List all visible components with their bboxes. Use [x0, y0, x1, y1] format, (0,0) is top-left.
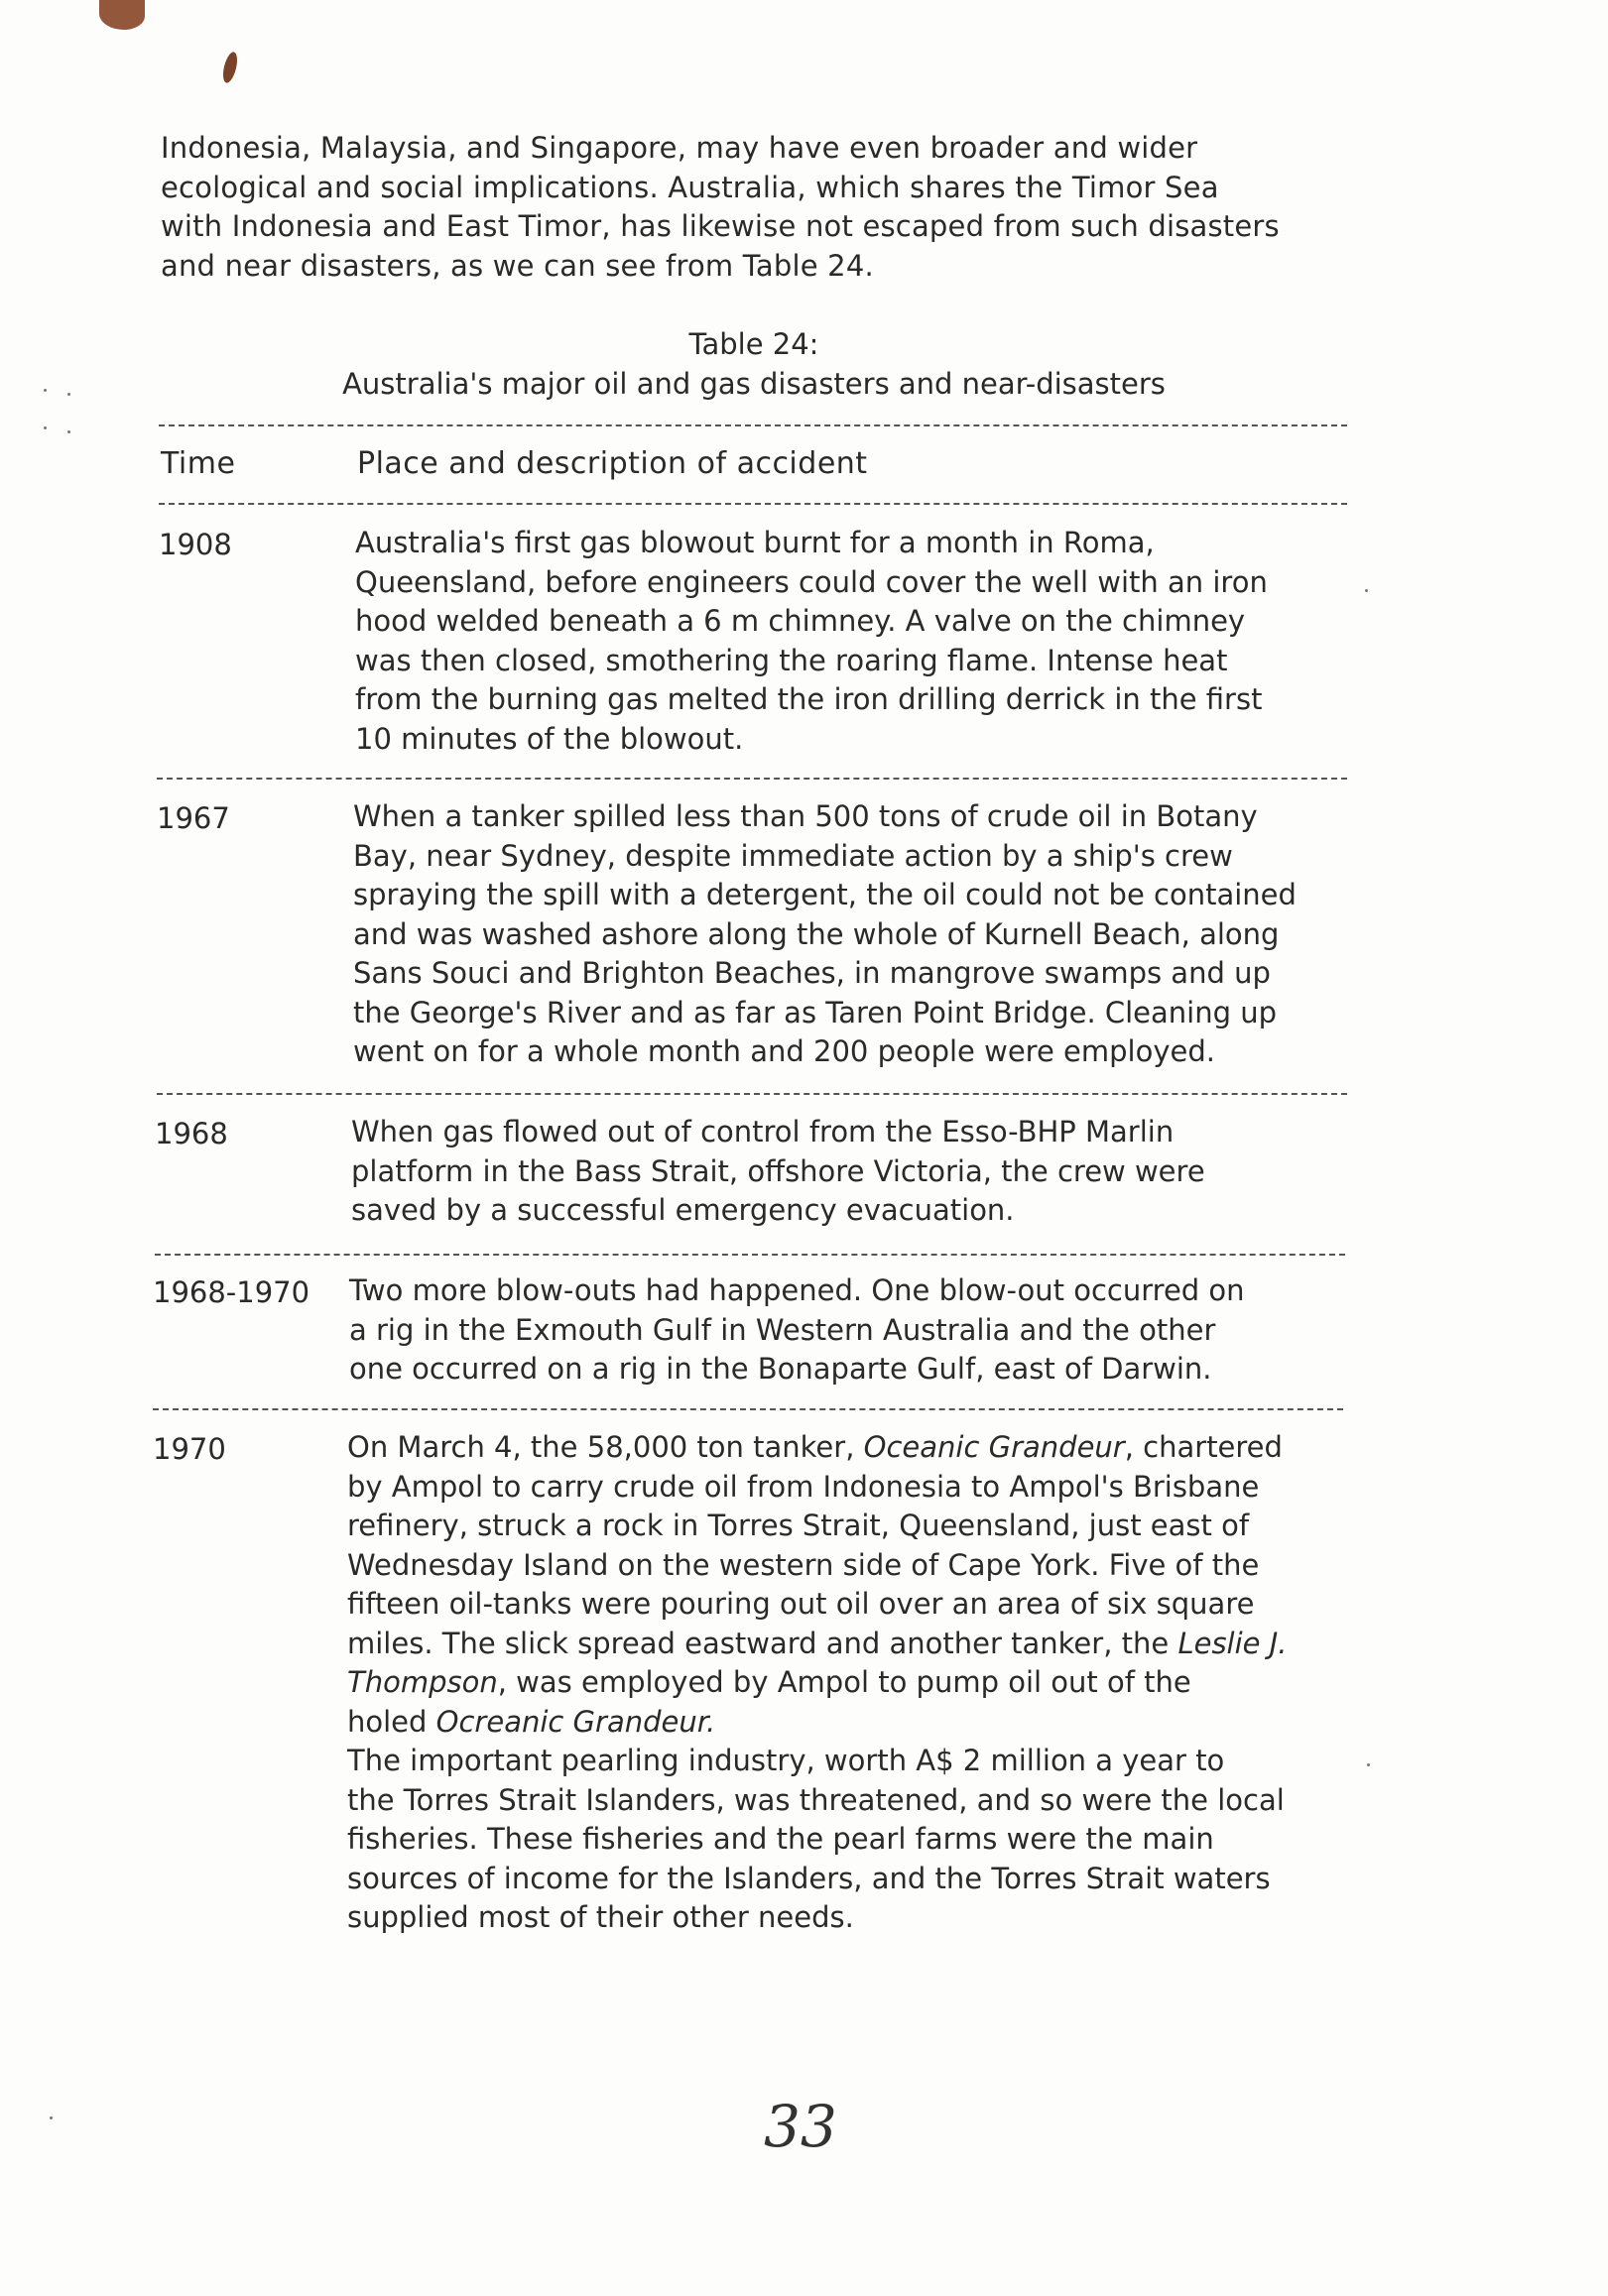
text-run: miles. The slick spread eastward and another tanker, the: [347, 1626, 1178, 1660]
row-time: 1968: [155, 1117, 228, 1150]
ship-name: Oceanic Grandeur: [863, 1430, 1125, 1464]
row-time: 1908: [159, 528, 232, 561]
ink-stain: [220, 51, 239, 84]
row-description: [347, 1428, 1538, 1938]
description-line: [347, 1428, 1538, 1468]
ship-name: Leslie J.: [1177, 1626, 1288, 1660]
intro-line: ecological and social implications. Australia, which shares the Timor Sea: [161, 170, 1219, 204]
description-line: sources of income for the Islanders, and the Torres Strait waters: [347, 1861, 1271, 1895]
description-line: Queensland, before engineers could cover the well with an iron: [355, 564, 1268, 599]
description-line: Sans Souci and Brighton Beaches, in mangrove swamps and up: [353, 956, 1271, 990]
row-description: [351, 1113, 1542, 1231]
description-line: fisheries. These fisheries and the pearl farms were the main: [347, 1822, 1214, 1856]
description-line: refinery, struck a rock in Torres Strait, Queensland, just east of: [347, 1509, 1250, 1542]
description-line: Wednesday Island on the western side of Cape York. Five of the: [347, 1547, 1260, 1582]
description-line: 10 minutes of the blowout.: [355, 721, 744, 756]
description-line: fifteen oil-tanks were pouring out oil over an area of six square: [347, 1587, 1255, 1621]
row-description: [353, 797, 1544, 1072]
ink-stain: [99, 0, 145, 30]
description-line: from the burning gas melted the iron drilling derrick in the first: [355, 682, 1263, 716]
intro-line: and near disasters, as we can see from Table 24.: [161, 248, 874, 283]
text-run: On March 4, the 58,000 ton tanker,: [347, 1430, 864, 1464]
row-description: [349, 1271, 1540, 1390]
text-run: holed: [347, 1704, 436, 1739]
description-line: When a tanker spilled less than 500 tons of crude oil in Botany: [353, 799, 1258, 833]
intro-line: with Indonesia and East Timor, has likewise not escaped from such disasters: [161, 209, 1280, 243]
description-line: the George's River and as far as Taren Point Bridge. Cleaning up: [353, 995, 1278, 1029]
description-line: by Ampol to carry crude oil from Indonesia to Ampol's Brisbane: [347, 1469, 1260, 1504]
description-line: one occurred on a rig in the Bonaparte Gulf, east of Darwin.: [349, 1352, 1212, 1386]
description-line: saved by a successful emergency evacuation.: [351, 1193, 1015, 1227]
header-description: Place and description of accident: [357, 446, 868, 481]
description-line: The important pearling industry, worth A$ 2 million a year to: [347, 1744, 1225, 1777]
table-rule: [159, 503, 1347, 505]
description-line: Two more blow-outs had happened. One blow-out occurred on: [349, 1273, 1245, 1307]
row-description: [355, 524, 1546, 759]
description-line: [347, 1625, 1538, 1664]
table-rule: [153, 1408, 1343, 1410]
description-line: [347, 1703, 1538, 1743]
description-line: When gas flowed out of control from the Esso-BHP Marlin: [351, 1115, 1175, 1148]
header-time: Time: [161, 446, 236, 481]
description-line: Australia's first gas blowout burnt for a month in Roma,: [355, 526, 1155, 559]
text-run: , chartered: [1124, 1430, 1283, 1464]
table-rule: [157, 778, 1347, 780]
table-rule: [159, 424, 1347, 426]
paper-speck: [50, 2116, 53, 2119]
ship-name: Ocreanic Grandeur.: [435, 1704, 716, 1739]
paper-speck: [67, 430, 70, 433]
table-rule: [155, 1254, 1345, 1256]
description-line: hood welded beneath a 6 m chimney. A valve on the chimney: [355, 604, 1246, 638]
description-line: supplied most of their other needs.: [347, 1900, 854, 1934]
intro-paragraph: [161, 129, 1351, 286]
table-number: Table 24:: [688, 327, 819, 361]
table-title: Australia's major oil and gas disasters and near-disasters: [342, 367, 1166, 401]
description-line: Bay, near Sydney, despite immediate action by a ship's crew: [353, 838, 1233, 873]
description-line: spraying the spill with a detergent, the oil could not be contained: [353, 878, 1297, 911]
page-number: 33: [764, 2093, 837, 2160]
description-line: a rig in the Exmouth Gulf in Western Australia and the other: [349, 1312, 1216, 1347]
description-line: [347, 1663, 1538, 1703]
row-time: 1970: [153, 1432, 226, 1466]
description-line: and was washed ashore along the whole of Kurnell Beach, along: [353, 916, 1280, 951]
description-line: was then closed, smothering the roaring flame. Intense heat: [355, 643, 1228, 677]
row-time: 1968-1970: [153, 1275, 310, 1309]
text-run: , was employed by Ampol to pump oil out of the: [497, 1665, 1191, 1699]
paper-speck: [44, 426, 47, 429]
description-line: went on for a whole month and 200 people were employed.: [353, 1034, 1215, 1068]
intro-line: Indonesia, Malaysia, and Singapore, may have even broader and wider: [161, 131, 1198, 165]
row-time: 1967: [157, 801, 230, 835]
ship-name: Thompson: [347, 1665, 498, 1699]
paper-speck: [44, 389, 47, 392]
description-line: the Torres Strait Islanders, was threatened, and so were the local: [347, 1782, 1285, 1817]
description-line: platform in the Bass Strait, offshore Victoria, the crew were: [351, 1153, 1205, 1188]
paper-speck: [67, 393, 70, 396]
table-rule: [157, 1093, 1347, 1095]
